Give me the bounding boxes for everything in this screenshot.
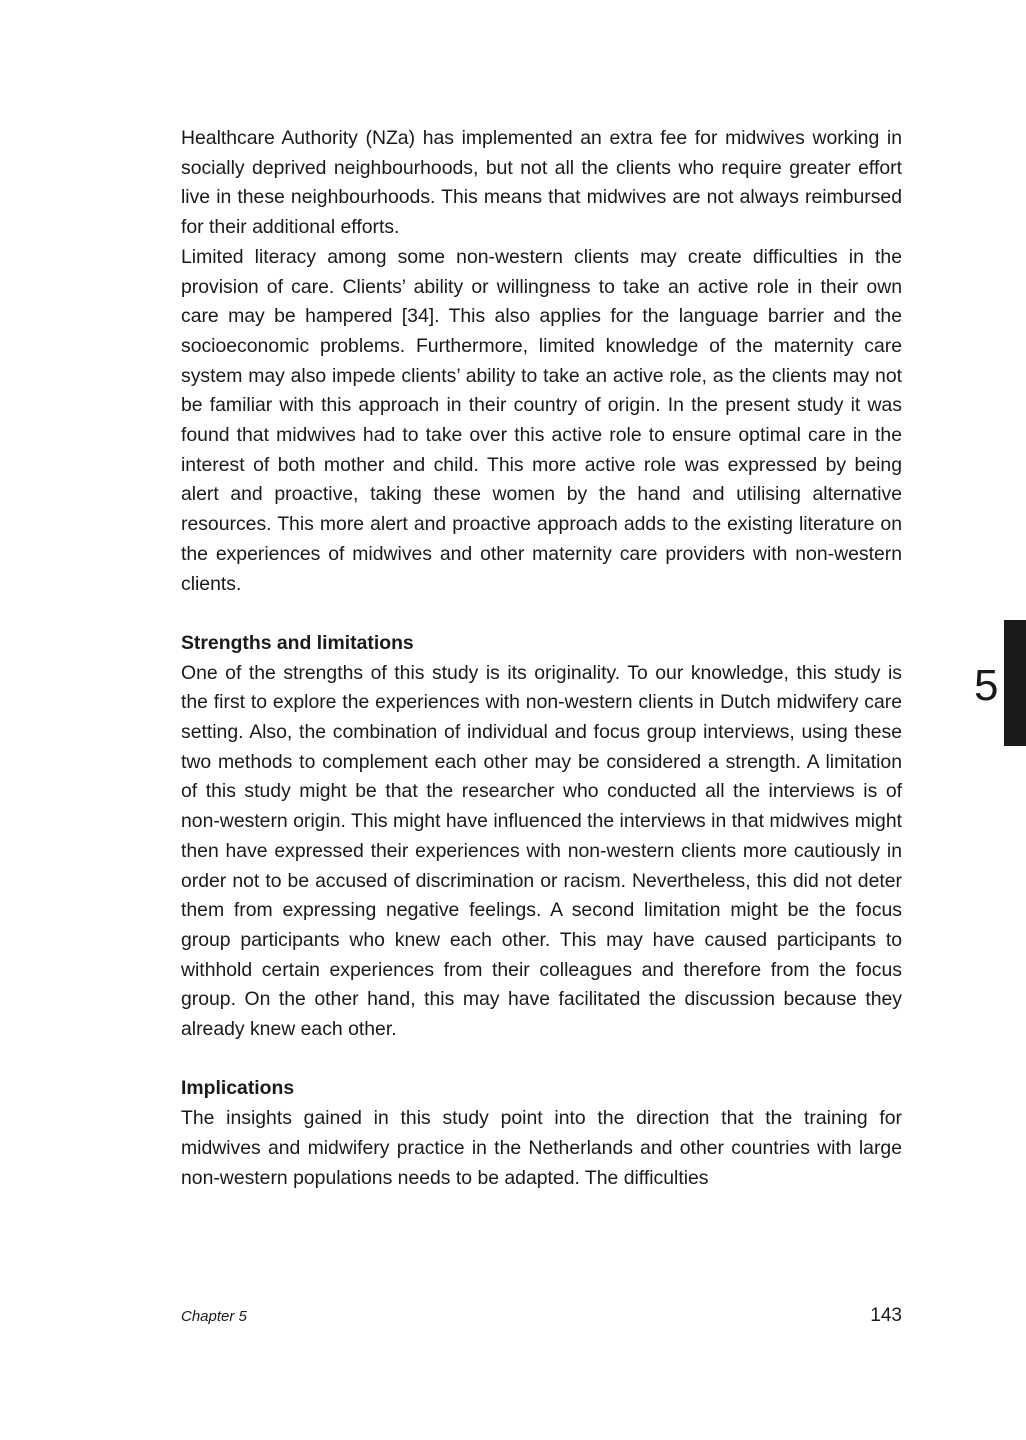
paragraph-literacy: Limited literacy among some non-western clients may create difficulties in the provision of care. Clients’ ability or willingness to take an active role in their own care may be hampered [34]. This also applies for the language barrier and the socioeconomic problems. Furthermore, limited knowledge of the maternity care system may also impede clients’ ability to take an active role, as the clients may not be familiar with this approach in their country of origin. In the present study it was found that midwives had to take over this active role to ensure optimal care in the interest of both mother and child. This more active role was expressed by being alert and proactive, taking these women by the hand and utilising alternative resources. This more alert and proactive approach adds to the existing literature on the experiences of midwives and other maternity care providers with non-western clients.: [181, 245, 902, 595]
paragraph-reimbursement: Healthcare Authority (NZa) has implemented an extra fee for midwives working in socially deprived neighbourhoods, but not all the clients who require greater effort live in these neighbourhoods. This means that midwives are not always reimbursed for their additional efforts.: [181, 127, 902, 239]
footer-page-number: 143: [870, 1305, 902, 1326]
heading-implications: Implications: [181, 1077, 295, 1100]
chapter-tab-number: 5: [974, 661, 999, 710]
footer-chapter-label: Chapter 5: [181, 1308, 247, 1325]
section-spacer: [181, 599, 902, 629]
heading-strengths-limitations: Strengths and limitations: [181, 631, 414, 654]
paragraph-implications: The insights gained in this study point into the direction that the training for midwives and midwifery practice in the Netherlands and other countries with large non-western populations needs to be adapted. The difficulties: [181, 1107, 902, 1189]
main-text-column: [181, 124, 902, 1193]
chapter-tab-marker: [1004, 620, 1026, 746]
section-spacer: [181, 1045, 902, 1075]
paragraph-strengths: One of the strengths of this study is its originality. To our knowledge, this study is the first to explore the experiences with non-western clients in Dutch midwifery care setting. Also, the combination of individual and focus group interviews, using these two methods to complement each other may be considered a strength. A limitation of this study might be that the researcher who conducted all the interviews is of non-western origin. This might have influenced the interviews in that midwives might then have expressed their experiences with non-western clients more cautiously in order not to be accused of discrimination or racism. Nevertheless, this did not deter them from expressing negative feelings. A second limitation might be the focus group participants who knew each other. This may have caused participants to withhold certain experiences from their colleagues and therefore from the focus group. On the other hand, this may have facilitated the discussion because they already knew each other.: [181, 661, 902, 1041]
